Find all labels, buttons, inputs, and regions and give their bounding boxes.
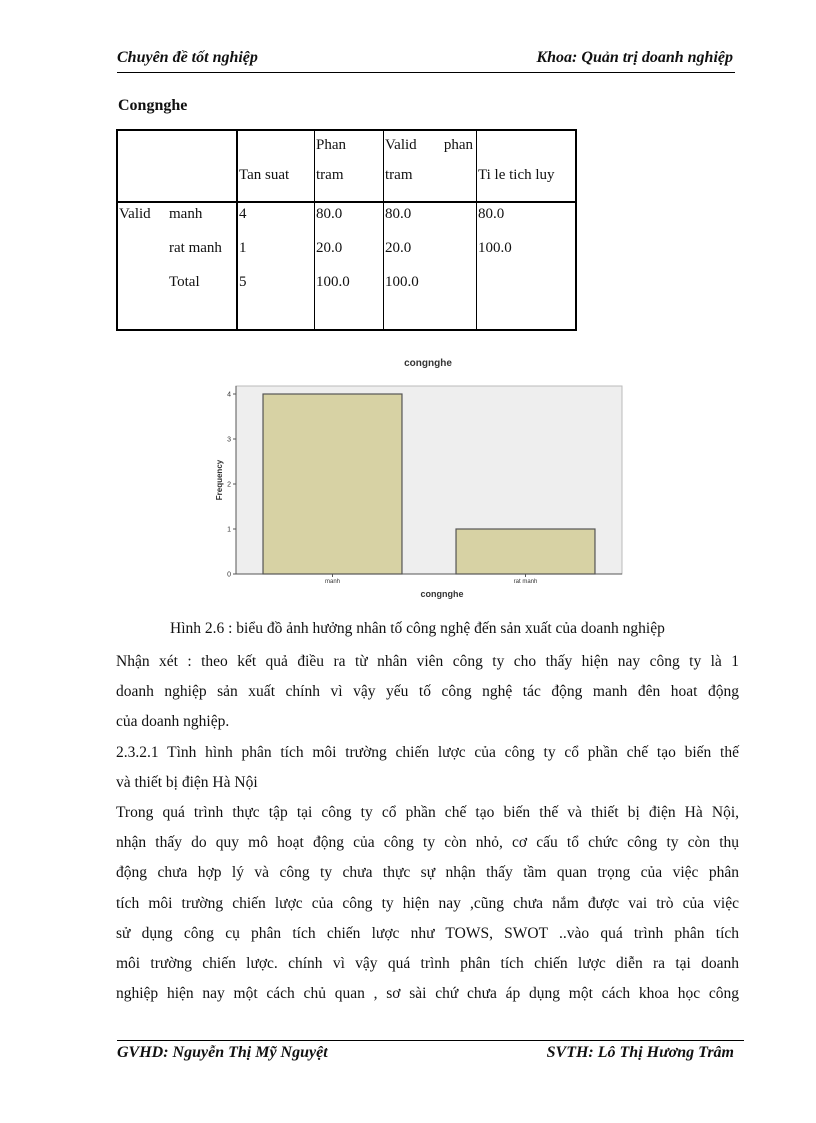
cell-frequency: 1 — [239, 240, 247, 256]
row-label: manh — [169, 206, 203, 222]
paragraph-line: môi trường chiến lược. chính vì vậy quá trình phân tích chiến lược diễn ra tại doanh — [116, 955, 739, 973]
header-cumulative-label: Ti le tich luy — [478, 167, 555, 183]
y-axis-label: Frequency — [215, 459, 224, 501]
bar-manh — [263, 394, 402, 574]
x-axis-label: congnghe — [420, 589, 464, 599]
x-tick-label: rat manh — [513, 579, 538, 585]
figure-caption: Hình 2.6 : biểu đồ ảnh hưởng nhân tố công nghệ đến sản xuất của doanh nghiệp — [170, 620, 665, 637]
cell-percent: 80.0 — [316, 206, 343, 222]
page-header — [117, 48, 735, 73]
header-valid-line1a: Valid — [385, 137, 417, 153]
cell-cumulative: 80.0 — [478, 206, 505, 222]
paragraph-line: nhận thấy do quy mô hoạt động của công ty còn nhỏ, cơ cấu tổ chức công ty còn thụ — [116, 834, 739, 852]
table-row — [117, 271, 576, 305]
y-tick-label: 2 — [227, 481, 231, 489]
paragraph-line: doanh nghiệp sản xuất chính vì vậy yếu tố công nghệ tác động manh đên hoat động — [116, 683, 739, 701]
table-row — [117, 202, 576, 237]
cell-percent: 100.0 — [316, 274, 350, 290]
paragraph-line: tích môi trường chiến lược của công ty hiện nay ,cũng chưa nắm được vai trò của việc — [116, 894, 739, 912]
row-label: Total — [169, 274, 200, 290]
header-percent-line1: Phan — [316, 137, 346, 153]
header-valid-line1b: phan — [443, 137, 473, 153]
header-cell-empty — [117, 130, 237, 202]
header-cell-percent — [315, 130, 384, 202]
bar-rat-manh — [456, 529, 595, 574]
cell-frequency: 5 — [239, 274, 247, 290]
row-label: rat manh — [169, 240, 222, 256]
table-spacer-row — [117, 305, 576, 330]
cell-valid-percent: 100.0 — [385, 274, 419, 290]
header-right-text: Khoa: Quản trị doanh nghiệp — [536, 49, 733, 66]
paragraph-line: và thiết bị điện Hà Nội — [116, 773, 258, 791]
cell-cumulative — [477, 271, 575, 274]
header-frequency-label: Tan suat — [239, 167, 290, 183]
cell-valid-percent: 80.0 — [385, 206, 412, 222]
x-axis-ticks — [325, 574, 537, 585]
cell-cumulative: 100.0 — [478, 240, 512, 256]
x-tick-label: manh — [324, 579, 341, 585]
header-percent-line2: tram — [316, 167, 344, 183]
header-cell-cumulative — [477, 130, 577, 202]
bar-chart — [204, 352, 636, 604]
table-header-row — [117, 130, 576, 202]
cell-frequency: 4 — [239, 206, 247, 222]
body-text — [116, 647, 739, 1009]
paragraph-line: 2.3.2.1 Tình hình phân tích môi trường chiến lược của công ty cổ phần chế tạo biến thế — [116, 743, 739, 761]
header-cell-frequency — [237, 130, 315, 202]
footer-left-text: GVHD: Nguyễn Thị Mỹ Nguyệt — [117, 1044, 328, 1061]
paragraph-line: sử dụng công cụ phân tích chiến lược như TOWS, SWOT ..vào quá trình phân tích — [116, 924, 739, 942]
y-tick-label: 3 — [227, 436, 231, 444]
paragraph-line: Nhận xét : theo kết quả điều ra từ nhân viên công ty cho thấy hiện nay công ty là 1 — [116, 653, 739, 670]
header-valid-line2: tram — [385, 167, 413, 183]
cell-percent: 20.0 — [316, 240, 343, 256]
header-left-text: Chuyên đề tốt nghiệp — [117, 49, 258, 66]
frequency-table — [116, 129, 577, 331]
paragraph-line: động chưa hợp lý và công ty chưa thực sự nhận thấy tầm quan trọng của việc phân — [116, 864, 739, 882]
paragraph-line: nghiệp hiện nay một cách chủ quan , sơ sài chứ chưa áp dụng một cách khoa học công — [116, 985, 739, 1003]
section-title: Congnghe — [118, 97, 188, 114]
chart-title: congnghe — [404, 358, 452, 369]
row-group-label: Valid — [119, 206, 151, 222]
paragraph-line: của doanh nghiệp. — [116, 713, 230, 731]
page-footer — [117, 1040, 744, 1065]
cell-valid-percent: 20.0 — [385, 240, 412, 256]
y-tick-label: 0 — [227, 571, 231, 579]
y-tick-label: 1 — [227, 526, 231, 534]
footer-right-text: SVTH: Lô Thị Hương Trâm — [546, 1044, 734, 1061]
y-axis-ticks — [227, 392, 236, 579]
table-row — [117, 237, 576, 271]
paragraph-line: Trong quá trình thực tập tại công ty cổ phần chế tạo biến thế và thiết bị điện Hà Nội, — [116, 804, 739, 822]
y-tick-label: 4 — [227, 391, 231, 399]
header-cell-valid-percent — [384, 130, 477, 202]
